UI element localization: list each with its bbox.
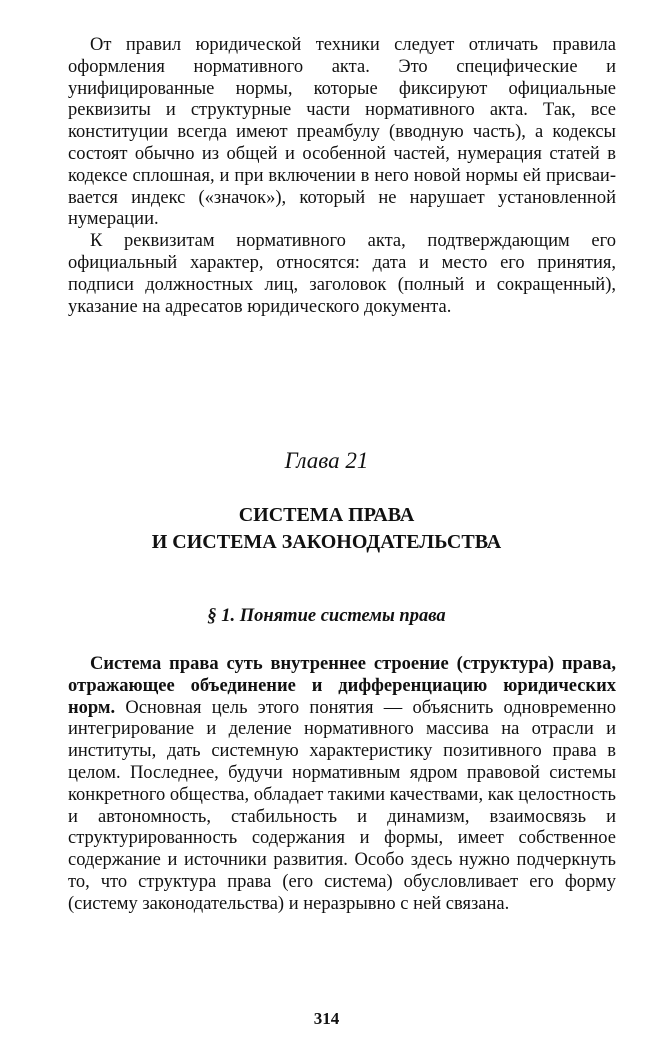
definition-text: Система права суть внутреннее строение (структура) права, отражающее объединение и дифференциацию юридических норм. — [68, 654, 616, 718]
section-body — [68, 654, 616, 916]
intro-paragraph-2: К реквизитам нормативного акта, подтверждающим его официальный характер, относятся: дата и место его принятия, подписи должностных лиц, заголовок (полный и сокращенный), указание на адресатов юридического документа. — [68, 231, 616, 317]
chapter-number: Глава 21 — [284, 448, 369, 473]
intro-paragraph-1: От правил юридической техники следует отличать правила оформления нормативного акта. Это специфические и унифицированные нормы, которые фиксируют официальные реквизиты и структурные части нормативного акта. Так, все конституции всегда имеют преамбулу (вводную часть), а кодексы состоят обычно из общей и особенной частей, нумерация статей в кодексе сплошная, и при включении в него новой нормы ей присваивается индекс («значок»), который не нарушает установленной нумерации. — [68, 35, 616, 230]
intro-text — [68, 35, 616, 318]
body-paragraph — [68, 654, 616, 916]
chapter-title-line-1: СИСТЕМА ПРАВА — [238, 504, 415, 526]
chapter-title — [0, 502, 653, 556]
page-number: 314 — [313, 1009, 340, 1028]
chapter-title-line-2: И СИСТЕМА ЗАКОНОДАТЕЛЬСТВА — [151, 531, 502, 553]
body-text: Основная цель этого понятия — объяснить одновременно интегрирование и деление нормативного массива на отрасли и институты, дать системную характеристику позитивного права в целом. Последнее, будучи нормативным ядром правовой системы конкретного общества, обладает такими качествами, как целостность и автономность, стабильность и динамизм, взаимосвязь и структурированность содержания и формы, имеет собственное содержание и источники развития. Особо здесь нужно подчеркнуть то, что структура права (его система) обусловливает его форму (систему законодательства) и неразрывно с ней связана. — [68, 697, 616, 914]
section-title: § 1. Понятие системы права — [207, 606, 446, 626]
